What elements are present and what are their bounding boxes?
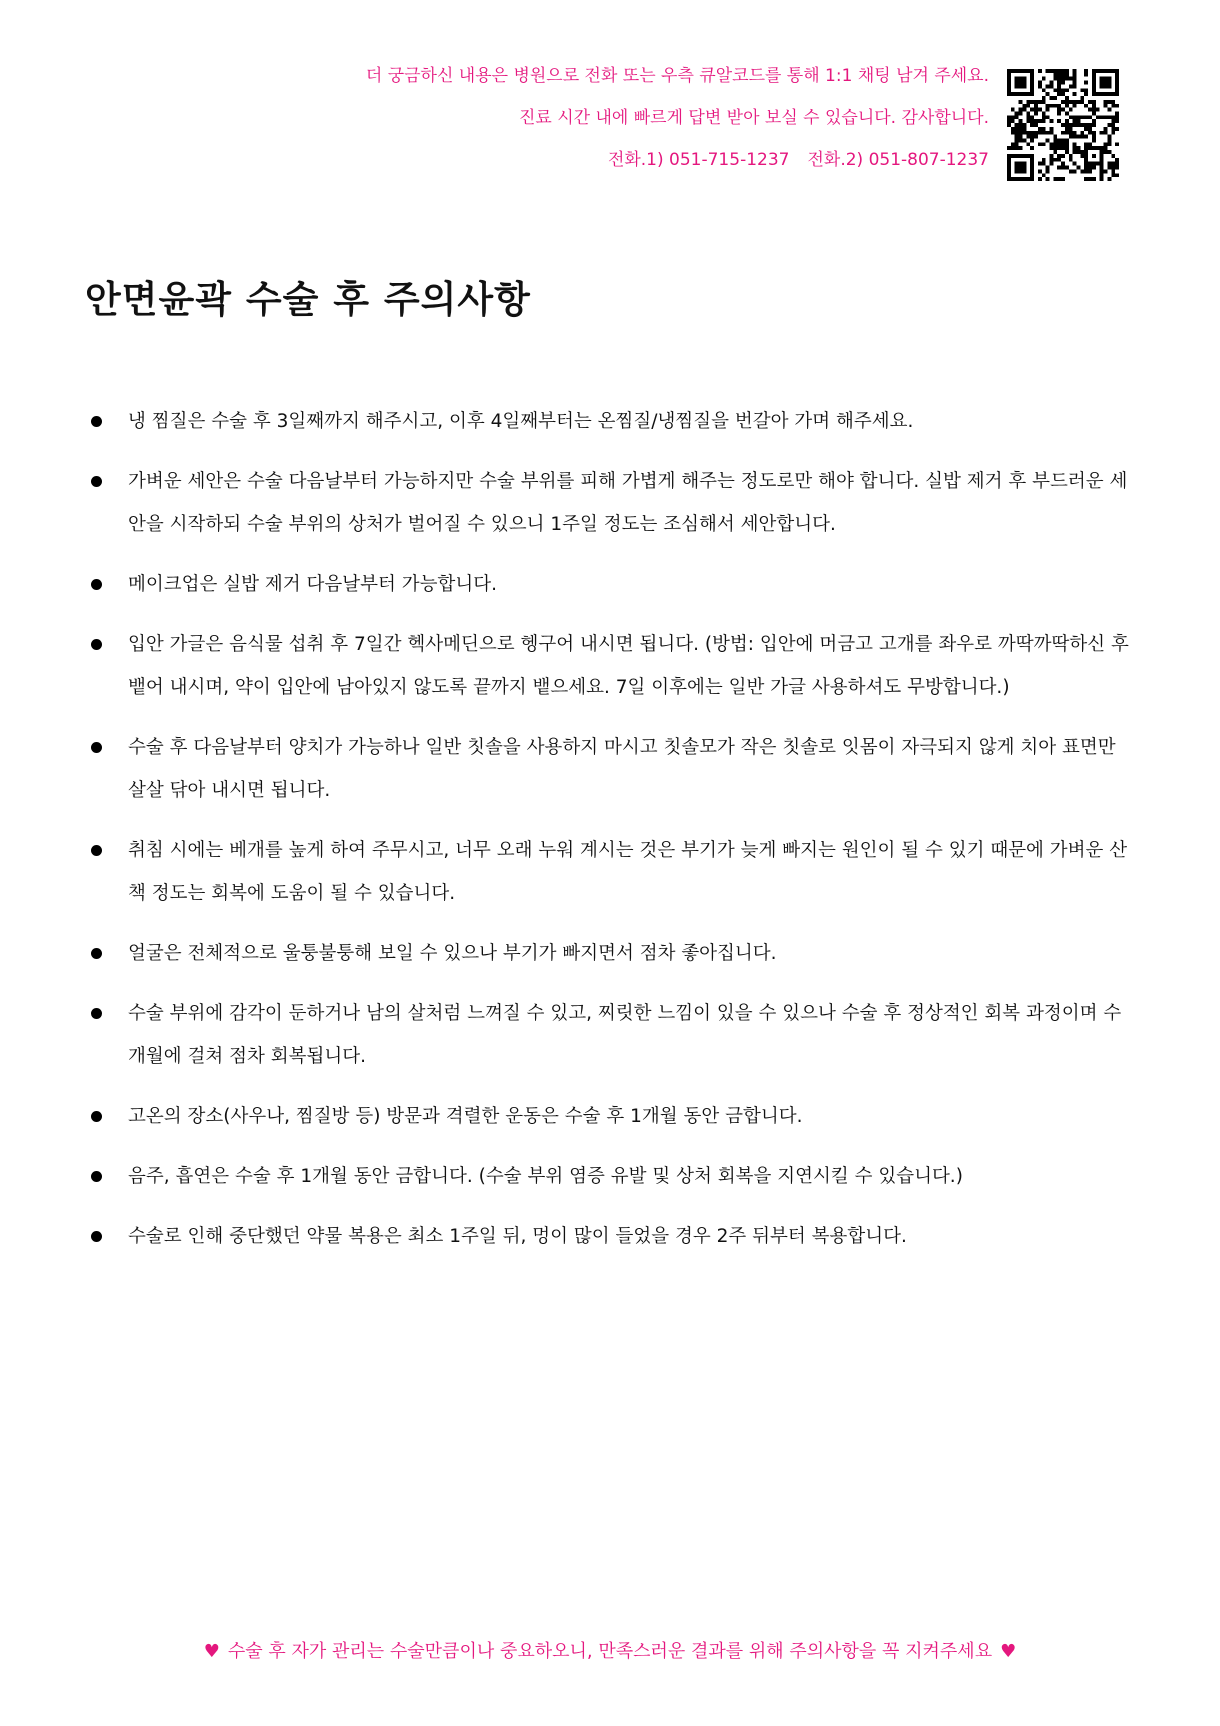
bullet-icon [91,476,102,487]
bullet-icon [91,1171,102,1182]
list-item-text: 입안 가글은 음식물 섭취 후 7일간 헥사메딘으로 헹구어 내시면 됩니다. (방법: 입안에 머금고 고개를 좌우로 까딱까딱하신 후 뱉어 내시며, 약이 입안에 남아있지 않도록 끝까지 뱉으세요. 7일 이후에는 일반 가글 사용하셔도 무방합니다.) [128,634,1129,698]
bullet-icon [91,742,102,753]
list-item [87,400,1132,443]
page-title: 안면윤곽 수술 후 주의사항 [85,278,531,321]
bullet-icon [91,1111,102,1122]
bullet-icon [91,416,102,427]
bullet-icon [91,639,102,650]
bullet-icon [91,1231,102,1242]
list-item [87,726,1132,812]
list-item [87,460,1132,546]
bullet-icon [91,845,102,856]
list-item [87,1155,1132,1198]
list-item-text: 음주, 흡연은 수술 후 1개월 동안 금합니다. (수술 부위 염증 유발 및 상처 회복을 지연시킬 수 있습니다.) [128,1166,963,1187]
contact-header [366,66,1119,181]
contact-info [366,66,989,170]
list-item [87,932,1132,975]
contact-line-hours: 진료 시간 내에 빠르게 답변 받아 보실 수 있습니다. 감사합니다. [519,108,989,128]
list-item-text: 수술 후 다음날부터 양치가 가능하나 일반 칫솔을 사용하지 마시고 칫솔모가 작은 칫솔로 잇몸이 자극되지 않게 치아 표면만 살살 닦아 내시면 됩니다. [128,737,1116,801]
list-item [87,992,1132,1078]
heart-icon: ♥ [1000,1641,1017,1662]
list-item [87,1215,1132,1258]
list-item [87,563,1132,606]
contact-line-phones [366,150,989,170]
bullet-icon [91,1008,102,1019]
list-item-text: 얼굴은 전체적으로 울퉁불퉁해 보일 수 있으나 부기가 빠지면서 점차 좋아집니다. [128,943,777,964]
phone-1[interactable]: 전화.1) 051-715-1237 [607,150,790,170]
heart-icon: ♥ [203,1641,220,1662]
footer-message [0,1640,1220,1664]
list-item [87,623,1132,709]
list-item-text: 메이크업은 실밥 제거 다음날부터 가능합니다. [128,574,497,595]
qr-code-icon[interactable] [1007,69,1119,181]
list-item [87,1095,1132,1138]
list-item-text: 수술 부위에 감각이 둔하거나 남의 살처럼 느껴질 수 있고, 찌릿한 느낌이 있을 수 있으나 수술 후 정상적인 회복 과정이며 수개월에 걸쳐 점차 회복됩니다. [128,1003,1122,1067]
bullet-icon [91,579,102,590]
list-item [87,829,1132,915]
precautions-list [87,400,1132,1275]
list-item-text: 취침 시에는 베개를 높게 하여 주무시고, 너무 오래 누워 계시는 것은 부기가 늦게 빠지는 원인이 될 수 있기 때문에 가벼운 산책 정도는 회복에 도움이 될 수 있습니다. [128,840,1128,904]
list-item-text: 수술로 인해 중단했던 약물 복용은 최소 1주일 뒤, 멍이 많이 들었을 경우 2주 뒤부터 복용합니다. [128,1226,907,1247]
list-item-text: 가벼운 세안은 수술 다음날부터 가능하지만 수술 부위를 피해 가볍게 해주는 정도로만 해야 합니다. 실밥 제거 후 부드러운 세안을 시작하되 수술 부위의 상처가 벌어질 수 있으니 1주일 정도는 조심해서 세안합니다. [128,471,1128,535]
bullet-icon [91,948,102,959]
footer-text: 수술 후 자가 관리는 수술만큼이나 중요하오니, 만족스러운 결과를 위해 주의사항을 꼭 지켜주세요 [227,1641,993,1662]
contact-line-chat: 더 궁금하신 내용은 병원으로 전화 또는 우측 큐알코드를 통해 1:1 채팅 남겨 주세요. [365,66,989,86]
phone-2[interactable]: 전화.2) 051-807-1237 [807,150,989,170]
list-item-text: 냉 찜질은 수술 후 3일째까지 해주시고, 이후 4일째부터는 온찜질/냉찜질을 번갈아 가며 해주세요. [128,411,914,432]
list-item-text: 고온의 장소(사우나, 찜질방 등) 방문과 격렬한 운동은 수술 후 1개월 동안 금합니다. [128,1106,803,1127]
